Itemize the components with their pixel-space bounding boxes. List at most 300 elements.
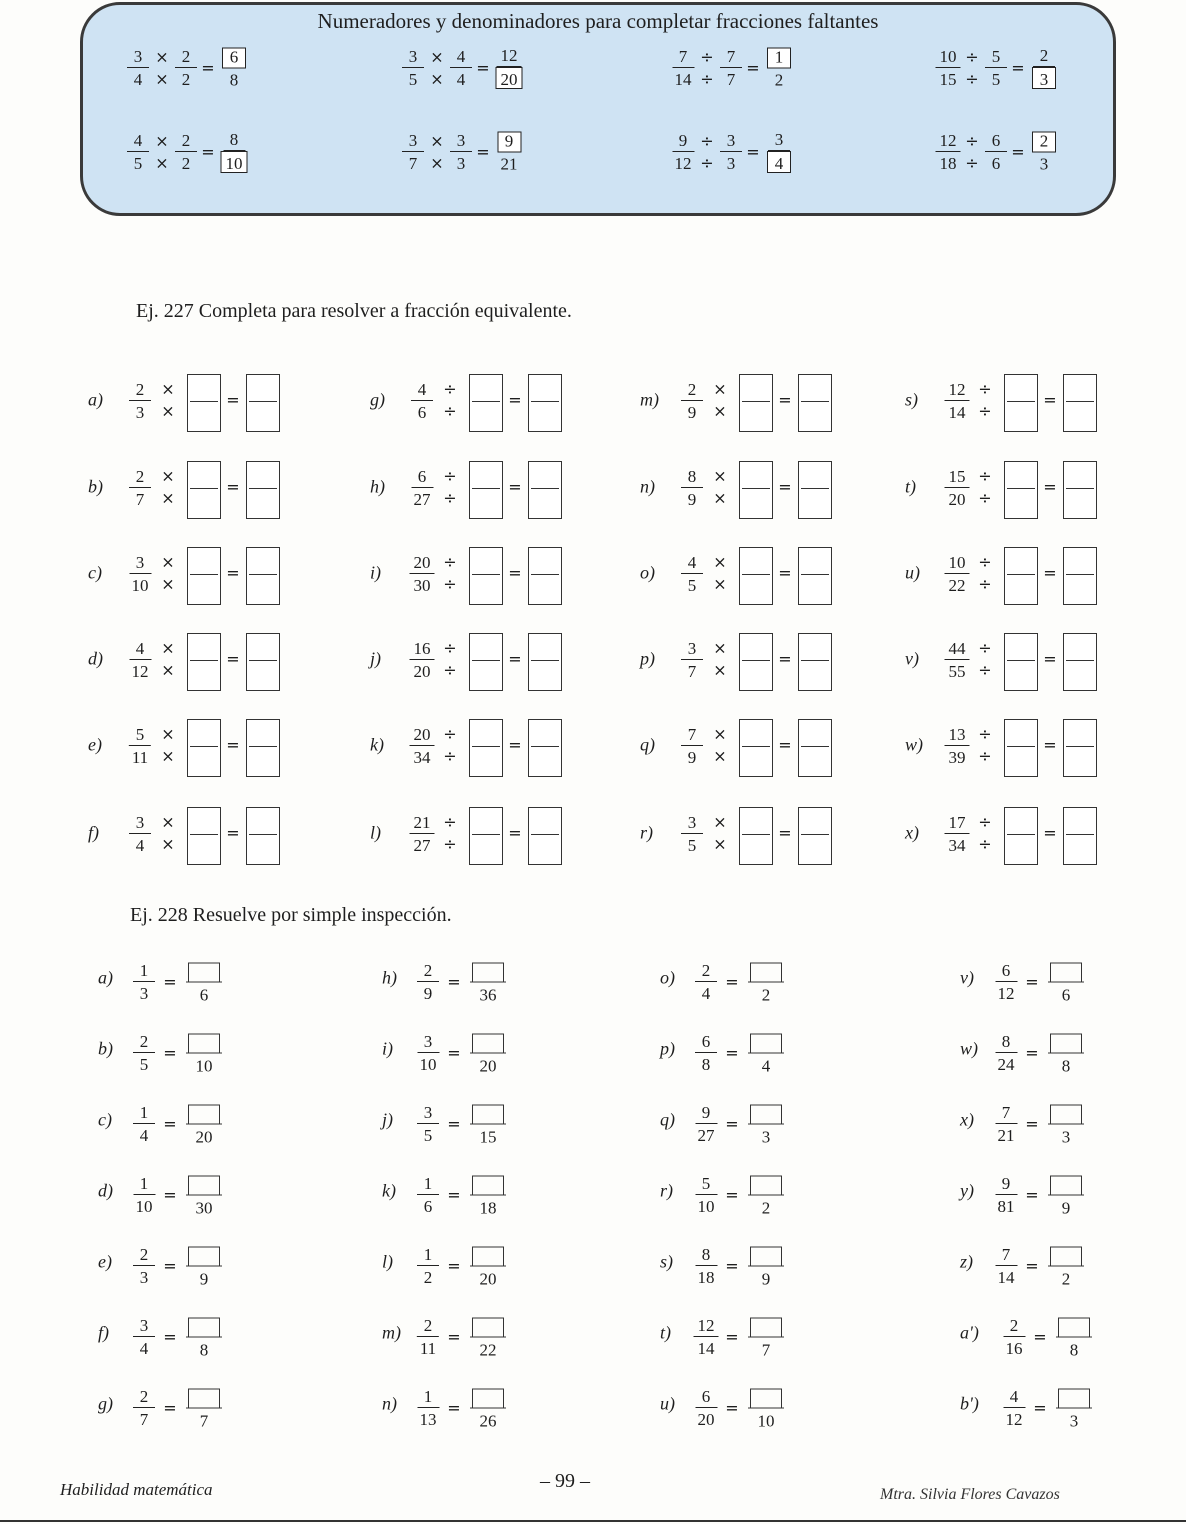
banner-example-4-result-denominator: 10 xyxy=(221,151,248,173)
ej228-item-label: h) xyxy=(382,967,397,988)
ej227-item-fraction xyxy=(129,814,151,854)
banner-example-0-left-denominator: 4 xyxy=(133,70,143,89)
ej227-factor-blank xyxy=(187,633,221,691)
ej228-item-fraction-numerator: 1 xyxy=(133,1175,155,1195)
ej228-item-fraction-denominator: 14 xyxy=(697,1339,715,1358)
banner-example-3-result-numerator: 2 xyxy=(1033,47,1055,67)
ej228-answer-blank xyxy=(472,1318,504,1337)
banner-example-7-left-numerator: 12 xyxy=(936,132,961,152)
ej228-item-label: a') xyxy=(960,1322,979,1343)
ej228-item-fraction-numerator: 5 xyxy=(695,1175,717,1195)
ej228-equals: = xyxy=(725,1327,739,1347)
ej228-answer xyxy=(1048,1247,1084,1288)
ej227-factor-blank xyxy=(739,807,773,865)
banner-example-7-op-bottom: ÷ xyxy=(965,153,979,173)
ej227-equals: = xyxy=(226,649,240,669)
ej227-factor-blank xyxy=(1004,633,1038,691)
ej228-equals: = xyxy=(163,1398,177,1418)
ej228-item-fraction-denominator: 21 xyxy=(997,1126,1015,1145)
ej227-item-fraction xyxy=(681,381,703,421)
ej228-answer-blank xyxy=(472,1247,504,1266)
ej227-item-op-bottom: ÷ xyxy=(443,401,457,421)
ej228-item-fraction-numerator: 2 xyxy=(417,962,439,982)
ej227-item-label: p) xyxy=(640,648,655,669)
ej228-item-fraction xyxy=(994,962,1019,1002)
ej227-equals: = xyxy=(508,649,522,669)
banner-example-7-factor xyxy=(985,132,1007,172)
ej228-answer xyxy=(470,1176,506,1217)
ej227-equals: = xyxy=(1043,477,1057,497)
ej228-answer xyxy=(748,963,784,1004)
banner-example-7-result xyxy=(1032,132,1056,173)
ej227-item-op-bottom: × xyxy=(161,574,175,594)
banner-example-4-factor xyxy=(175,132,197,172)
ej227-item-fraction-denominator: 22 xyxy=(948,576,966,595)
banner-example-3-result-denominator: 3 xyxy=(1032,67,1056,89)
ej227-item-fraction xyxy=(410,726,435,766)
ej227-factor-blank xyxy=(469,547,503,605)
ej227-item-fraction xyxy=(681,554,703,594)
info-banner xyxy=(80,2,1116,216)
ej228-item-fraction-numerator: 7 xyxy=(995,1104,1017,1124)
ej227-item-op-top: × xyxy=(161,724,175,744)
banner-example-1-result-denominator: 20 xyxy=(496,67,523,89)
ej227-equals: = xyxy=(778,477,792,497)
ej228-item-label: l) xyxy=(382,1251,393,1272)
ej228-answer-denominator: 8 xyxy=(199,1340,209,1360)
footer-book-title: Habilidad matemática xyxy=(60,1480,213,1499)
ej228-answer-blank xyxy=(750,1318,782,1337)
ej228-answer-blank xyxy=(188,1389,220,1408)
banner-example-5-equals: = xyxy=(476,142,490,162)
ej227-item-op-bottom: ÷ xyxy=(443,834,457,854)
ej228-item-fraction xyxy=(417,1246,439,1286)
banner-example-7-op-top: ÷ xyxy=(965,131,979,151)
banner-example-6-left-denominator: 12 xyxy=(674,154,692,173)
ej228-equals: = xyxy=(163,1043,177,1063)
ej228-equals: = xyxy=(447,1185,461,1205)
ej227-equals: = xyxy=(226,563,240,583)
ej227-factor-blank xyxy=(739,461,773,519)
banner-example-7-factor-denominator: 6 xyxy=(991,154,1001,173)
banner-example-7-result-numerator: 2 xyxy=(1032,132,1056,153)
ej227-item-op-bottom: ÷ xyxy=(443,488,457,508)
ej228-item-label: g) xyxy=(98,1393,113,1414)
ej228-item-fraction xyxy=(133,1317,155,1357)
ej227-item-label: g) xyxy=(370,389,385,410)
ej227-equals: = xyxy=(778,823,792,843)
ej228-item-fraction xyxy=(132,1175,157,1215)
ej227-item-op-top: × xyxy=(713,379,727,399)
ej228-item-fraction-numerator: 3 xyxy=(417,1104,439,1124)
ej228-answer-denominator: 2 xyxy=(761,1198,771,1218)
ej227-item-fraction xyxy=(128,554,153,594)
banner-example-6-left xyxy=(671,132,696,172)
ej227-result-blank xyxy=(528,461,562,519)
ej227-factor-blank xyxy=(739,374,773,432)
ej227-item-fraction xyxy=(681,640,703,680)
ej227-item-op-bottom: × xyxy=(713,401,727,421)
footer-author: Mtra. Silvia Flores Cavazos xyxy=(880,1486,1060,1503)
ej228-answer-denominator: 22 xyxy=(479,1340,497,1360)
ej228-item-fraction-denominator: 14 xyxy=(997,1268,1015,1287)
banner-example-0-factor-denominator: 2 xyxy=(181,70,191,89)
ej227-item-fraction-numerator: 6 xyxy=(411,468,433,488)
ej228-answer xyxy=(748,1176,784,1217)
ej227-item-label: h) xyxy=(370,476,385,497)
ej227-item-fraction-numerator: 2 xyxy=(129,468,151,488)
banner-example-5-result xyxy=(497,132,522,173)
ej228-answer-blank xyxy=(188,1105,220,1124)
ej228-item-fraction xyxy=(133,1033,155,1073)
ej228-equals: = xyxy=(447,1114,461,1134)
ej227-item-op-bottom: ÷ xyxy=(978,574,992,594)
banner-example-2-result-denominator: 2 xyxy=(774,70,784,90)
ej228-heading: Ej. 228 Resuelve por simple inspección. xyxy=(130,904,452,926)
ej228-answer-blank xyxy=(188,1176,220,1195)
ej228-item-fraction-numerator: 2 xyxy=(133,1388,155,1408)
ej227-factor-blank xyxy=(739,633,773,691)
ej228-item-label: o) xyxy=(660,967,675,988)
ej228-equals: = xyxy=(447,1327,461,1347)
ej227-item-fraction-numerator: 2 xyxy=(129,381,151,401)
ej228-item-label: p) xyxy=(660,1038,675,1059)
ej227-item-fraction-numerator: 3 xyxy=(681,640,703,660)
ej227-item-op-top: ÷ xyxy=(443,638,457,658)
ej227-factor-blank xyxy=(187,461,221,519)
ej228-answer-blank xyxy=(750,1389,782,1408)
ej227-result-blank xyxy=(798,461,832,519)
ej227-item-fraction-numerator: 44 xyxy=(945,640,970,660)
ej227-item-op-bottom: ÷ xyxy=(978,401,992,421)
banner-example-6-result-numerator: 3 xyxy=(768,131,790,151)
ej227-item-label: c) xyxy=(88,562,102,583)
banner-example-1-op-bottom: × xyxy=(430,69,444,89)
ej228-equals: = xyxy=(1025,972,1039,992)
ej227-result-blank xyxy=(798,719,832,777)
banner-example-5-factor-denominator: 3 xyxy=(456,154,466,173)
ej228-answer-blank xyxy=(188,963,220,982)
banner-example-3-op-bottom: ÷ xyxy=(965,69,979,89)
ej227-item-fraction xyxy=(129,468,151,508)
ej228-answer-denominator: 3 xyxy=(1061,1127,1071,1147)
ej228-item-fraction-denominator: 81 xyxy=(997,1197,1015,1216)
ej227-item-fraction-denominator: 11 xyxy=(131,748,149,767)
ej228-answer-denominator: 8 xyxy=(1061,1056,1071,1076)
ej227-equals: = xyxy=(1043,649,1057,669)
banner-example-1-left-numerator: 3 xyxy=(402,48,424,68)
banner-example-3-op-top: ÷ xyxy=(965,47,979,67)
ej228-item-fraction-denominator: 10 xyxy=(697,1197,715,1216)
ej228-item-fraction-denominator: 11 xyxy=(419,1339,437,1358)
ej227-item-fraction-denominator: 27 xyxy=(413,836,431,855)
ej227-item-fraction xyxy=(410,468,435,508)
banner-example-3-result xyxy=(1032,47,1056,89)
banner-example-1-left xyxy=(402,48,424,88)
ej227-item-label: m) xyxy=(640,389,659,410)
ej227-item-fraction-numerator: 8 xyxy=(681,468,703,488)
ej227-item-fraction-numerator: 4 xyxy=(129,640,151,660)
ej228-item-label: r) xyxy=(660,1180,673,1201)
banner-example-1-factor-denominator: 4 xyxy=(456,70,466,89)
ej227-item-fraction xyxy=(945,468,970,508)
ej227-item-label: n) xyxy=(640,476,655,497)
ej227-item-label: t) xyxy=(905,476,916,497)
ej228-answer-denominator: 6 xyxy=(199,985,209,1005)
ej227-factor-blank xyxy=(469,719,503,777)
ej227-factor-blank xyxy=(1004,461,1038,519)
ej228-item-label: a) xyxy=(98,967,113,988)
ej227-item-op-top: ÷ xyxy=(443,812,457,832)
ej227-item-op-bottom: ÷ xyxy=(978,746,992,766)
ej227-item-op-top: × xyxy=(161,812,175,832)
ej228-item-fraction-numerator: 1 xyxy=(417,1388,439,1408)
ej228-answer-blank xyxy=(472,1176,504,1195)
ej227-item-op-top: ÷ xyxy=(978,724,992,744)
ej227-factor-blank xyxy=(469,807,503,865)
ej227-item-fraction-denominator: 4 xyxy=(135,836,145,855)
banner-example-3-factor xyxy=(985,48,1007,88)
ej227-item-fraction-numerator: 21 xyxy=(410,814,435,834)
ej227-item-fraction-denominator: 5 xyxy=(687,576,697,595)
ej227-result-blank xyxy=(1063,547,1097,605)
ej227-item-label: w) xyxy=(905,734,923,755)
ej227-result-blank xyxy=(528,547,562,605)
ej228-answer xyxy=(470,1247,506,1288)
banner-example-2-factor xyxy=(720,48,742,88)
ej228-item-fraction-denominator: 8 xyxy=(701,1055,711,1074)
banner-example-3-left-numerator: 10 xyxy=(936,48,961,68)
ej228-item-fraction xyxy=(694,1104,719,1144)
ej227-item-label: a) xyxy=(88,389,103,410)
ej227-item-fraction xyxy=(411,381,433,421)
ej227-item-op-bottom: × xyxy=(713,574,727,594)
ej228-answer-denominator: 15 xyxy=(479,1127,497,1147)
ej227-result-blank xyxy=(246,633,280,691)
ej228-equals: = xyxy=(163,972,177,992)
ej227-factor-blank xyxy=(1004,547,1038,605)
ej228-answer xyxy=(186,1034,222,1075)
banner-example-0-factor xyxy=(175,48,197,88)
ej228-equals: = xyxy=(725,1043,739,1063)
ej228-item-fraction-denominator: 24 xyxy=(997,1055,1015,1074)
banner-example-6-left-numerator: 9 xyxy=(672,132,694,152)
ej228-answer xyxy=(1048,963,1084,1004)
ej228-answer xyxy=(186,1389,222,1430)
banner-example-6-op-bottom: ÷ xyxy=(700,153,714,173)
ej227-factor-blank xyxy=(739,719,773,777)
ej227-item-op-top: ÷ xyxy=(978,466,992,486)
ej227-item-op-bottom: × xyxy=(161,660,175,680)
banner-example-4-factor-numerator: 2 xyxy=(175,132,197,152)
ej228-item-label: v) xyxy=(960,967,974,988)
ej228-equals: = xyxy=(447,1398,461,1418)
ej228-item-fraction xyxy=(694,1317,719,1357)
ej227-factor-blank xyxy=(739,547,773,605)
ej227-result-blank xyxy=(528,719,562,777)
ej228-equals: = xyxy=(1025,1114,1039,1134)
ej227-item-op-top: × xyxy=(713,638,727,658)
banner-example-6-factor xyxy=(720,132,742,172)
ej227-item-fraction-numerator: 4 xyxy=(411,381,433,401)
ej228-item-fraction-numerator: 7 xyxy=(995,1246,1017,1266)
ej227-item-op-bottom: × xyxy=(713,834,727,854)
banner-example-2-op-top: ÷ xyxy=(700,47,714,67)
ej227-item-fraction-numerator: 16 xyxy=(410,640,435,660)
ej228-answer-blank xyxy=(1050,1105,1082,1124)
ej227-item-op-bottom: × xyxy=(161,746,175,766)
ej228-item-fraction-numerator: 12 xyxy=(694,1317,719,1337)
ej228-equals: = xyxy=(1033,1327,1047,1347)
ej227-item-fraction-numerator: 17 xyxy=(945,814,970,834)
ej228-answer xyxy=(748,1034,784,1075)
banner-example-5-result-denominator: 21 xyxy=(500,154,518,174)
ej228-item-label: d) xyxy=(98,1180,113,1201)
ej227-result-blank xyxy=(246,547,280,605)
ej228-item-label: b') xyxy=(960,1393,979,1414)
banner-example-4-equals: = xyxy=(201,142,215,162)
ej228-answer xyxy=(1048,1034,1084,1075)
page-number: – 99 – xyxy=(540,1470,590,1492)
ej228-item-fraction xyxy=(1002,1317,1027,1357)
ej227-item-fraction-denominator: 10 xyxy=(131,576,149,595)
ej228-item-fraction-denominator: 3 xyxy=(139,1268,149,1287)
ej228-answer xyxy=(186,1318,222,1359)
ej227-item-label: b) xyxy=(88,476,103,497)
banner-example-4-result xyxy=(221,131,248,173)
ej228-item-fraction-numerator: 2 xyxy=(133,1033,155,1053)
banner-example-2-op-bottom: ÷ xyxy=(700,69,714,89)
ej228-item-fraction-numerator: 8 xyxy=(995,1033,1017,1053)
ej228-answer xyxy=(470,1318,506,1359)
ej228-item-fraction-denominator: 2 xyxy=(423,1268,433,1287)
ej228-answer-denominator: 6 xyxy=(1061,985,1071,1005)
ej227-item-op-bottom: × xyxy=(161,834,175,854)
banner-example-7-equals: = xyxy=(1011,142,1025,162)
ej227-item-label: k) xyxy=(370,734,384,755)
banner-title: Numeradores y denominadores para completar fracciones faltantes xyxy=(317,9,879,33)
ej228-answer-denominator: 9 xyxy=(1061,1198,1071,1218)
ej228-answer xyxy=(186,1105,222,1146)
ej228-equals: = xyxy=(447,1043,461,1063)
ej227-item-fraction-numerator: 4 xyxy=(681,554,703,574)
banner-example-0-result-numerator: 6 xyxy=(222,48,246,69)
ej228-item-fraction xyxy=(694,1388,719,1428)
ej228-item-label: f) xyxy=(98,1322,109,1343)
ej228-item-label: w) xyxy=(960,1038,978,1059)
ej227-item-fraction xyxy=(945,814,970,854)
ej228-answer-denominator: 3 xyxy=(761,1127,771,1147)
ej228-item-label: k) xyxy=(382,1180,396,1201)
banner-example-2-left-denominator: 14 xyxy=(674,70,692,89)
ej227-equals: = xyxy=(778,563,792,583)
ej227-item-fraction-numerator: 7 xyxy=(681,726,703,746)
banner-example-0-op-top: × xyxy=(155,47,169,67)
ej227-item-fraction xyxy=(410,640,435,680)
ej227-result-blank xyxy=(528,633,562,691)
ej227-item-label: l) xyxy=(370,822,381,843)
ej227-item-op-bottom: × xyxy=(713,660,727,680)
ej228-item-fraction-denominator: 18 xyxy=(697,1268,715,1287)
bottom-rule xyxy=(0,1520,1186,1522)
ej227-item-op-bottom: × xyxy=(161,401,175,421)
ej227-factor-blank xyxy=(1004,807,1038,865)
ej228-equals: = xyxy=(163,1114,177,1134)
ej227-item-label: o) xyxy=(640,562,655,583)
banner-example-4-left xyxy=(127,132,149,172)
ej228-item-fraction-denominator: 5 xyxy=(139,1055,149,1074)
banner-example-6-factor-denominator: 3 xyxy=(726,154,736,173)
ej228-equals: = xyxy=(725,972,739,992)
ej228-answer xyxy=(186,963,222,1004)
ej228-answer-blank xyxy=(750,1247,782,1266)
ej227-item-label: d) xyxy=(88,648,103,669)
ej227-item-fraction-denominator: 7 xyxy=(135,490,145,509)
banner-example-2-equals: = xyxy=(746,58,760,78)
ej227-item-fraction-numerator: 20 xyxy=(410,726,435,746)
ej228-answer xyxy=(186,1247,222,1288)
ej227-item-label: x) xyxy=(905,822,919,843)
ej227-item-op-bottom: ÷ xyxy=(978,834,992,854)
banner-example-7-left-denominator: 18 xyxy=(939,154,957,173)
banner-example-7-result-denominator: 3 xyxy=(1039,154,1049,174)
banner-example-1-equals: = xyxy=(476,58,490,78)
ej228-item-fraction xyxy=(695,1033,717,1073)
ej228-answer xyxy=(748,1318,784,1359)
banner-example-3-left xyxy=(936,48,961,88)
banner-example-0-result xyxy=(222,48,246,89)
banner-example-1-factor-numerator: 4 xyxy=(450,48,472,68)
ej227-equals: = xyxy=(778,735,792,755)
ej227-item-label: u) xyxy=(905,562,920,583)
ej228-item-fraction-denominator: 13 xyxy=(419,1410,437,1429)
ej228-item-fraction xyxy=(133,1104,155,1144)
ej228-answer-blank xyxy=(188,1318,220,1337)
ej228-answer-denominator: 8 xyxy=(1069,1340,1079,1360)
ej227-item-fraction-numerator: 20 xyxy=(410,554,435,574)
ej227-equals: = xyxy=(508,390,522,410)
ej228-item-fraction xyxy=(994,1033,1019,1073)
banner-example-6-result xyxy=(767,131,791,173)
ej227-item-fraction-numerator: 2 xyxy=(681,381,703,401)
ej227-result-blank xyxy=(246,719,280,777)
ej228-item-fraction xyxy=(416,1317,440,1357)
ej228-answer-denominator: 10 xyxy=(757,1411,775,1431)
ej228-equals: = xyxy=(1025,1256,1039,1276)
ej228-answer xyxy=(1056,1318,1092,1359)
ej227-item-op-top: × xyxy=(713,812,727,832)
ej227-result-blank xyxy=(1063,719,1097,777)
ej228-item-fraction xyxy=(694,1175,719,1215)
ej227-equals: = xyxy=(1043,390,1057,410)
ej227-item-fraction-denominator: 12 xyxy=(131,662,149,681)
ej228-answer-blank xyxy=(188,1034,220,1053)
banner-example-4-left-numerator: 4 xyxy=(127,132,149,152)
ej228-equals: = xyxy=(447,972,461,992)
banner-example-2-result-numerator: 1 xyxy=(767,48,791,69)
ej228-item-label: q) xyxy=(660,1109,675,1130)
ej227-item-label: i) xyxy=(370,562,381,583)
ej228-item-fraction-denominator: 10 xyxy=(419,1055,437,1074)
ej227-result-blank xyxy=(798,547,832,605)
ej227-item-op-top: ÷ xyxy=(978,812,992,832)
ej228-item-fraction xyxy=(416,1388,441,1428)
banner-example-2-left xyxy=(671,48,696,88)
ej227-item-op-bottom: × xyxy=(161,488,175,508)
ej228-item-fraction-numerator: 2 xyxy=(133,1246,155,1266)
ej227-item-fraction-denominator: 20 xyxy=(413,662,431,681)
ej227-item-op-bottom: × xyxy=(713,746,727,766)
